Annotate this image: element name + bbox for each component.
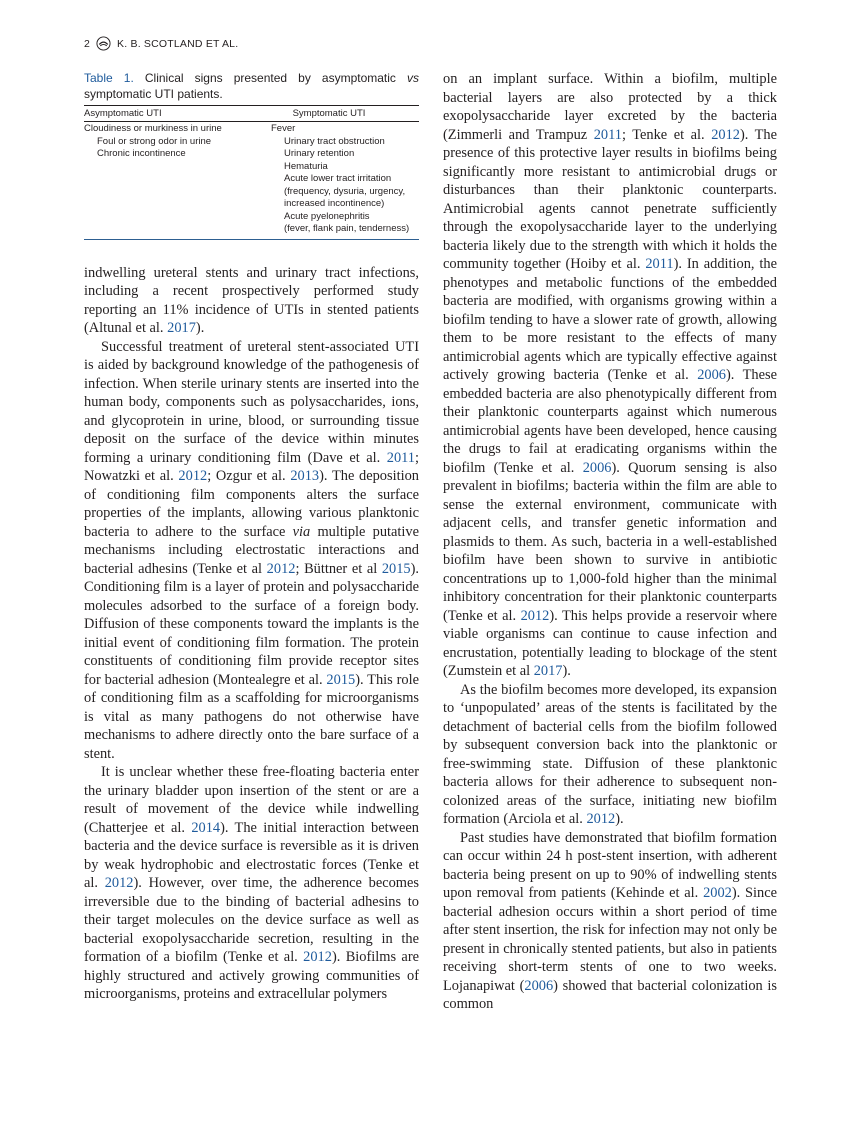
citation-link[interactable]: 2012 — [586, 811, 616, 827]
citation-link[interactable]: 2014 — [191, 819, 221, 836]
citation-link[interactable]: 2012 — [711, 126, 740, 143]
table-cell: Urinary tract obstruction — [284, 135, 385, 147]
citation-link[interactable]: 2011 — [593, 126, 622, 143]
table-header-row — [84, 106, 419, 121]
paragraph: on an implant surface. Within a biofilm, multiple bacterial layers are also protected by a thick exopolysaccharide layer excreted by the bacteria (Zimmerli and Trampuz 2011; Tenke et al. 2012). The presence of this protective layer results in biofilms being significantly more resistant to antimicrobial drugs or disturbances than their planktonic counterparts. Antimicrobial agents cannot penetrate sufficiently through the exopolysaccharide layer to the underlying bacteria likely due to the strength with which it holds the community together (Hoiby et al. 2011). In addition, the phenotypes and metabolic functions of the embedded bacteria are modified, with organisms growing within a biofilm tending to have a slower rate of growth, allowing them to be more resistant to the effects of many antimicrobial agents which are typically effective against actively growing bacteria (Tenke et al. 2006). These embedded bacteria are also phenotypically different from their planktonic counterparts against which numerous antimicrobial agents have been developed, hence causing the drugs to fail at eradicating organisms within the biofilm (Tenke et al. 2006). Quorum sensing is also prevalent in biofilms; bacteria within the film are able to sense the external environment, communicate with adjacent cells, and transfer genetic information and plasmids to them. As such, bacteria in a well-established biofilm have been shown to survive in antibiotic concentrations up to 1,000-fold higher than the minimal inhibitory concentration for their planktonic counterparts (Tenke et al. 2012). This helps provide a reservoir where viable organisms can continue to cause infection and encrustation, potentially leading to blockage of the stent (Zumstein et al 2017). — [443, 71, 778, 679]
table-cell: Foul or strong odor in urine — [97, 135, 212, 147]
table-cell: Acute pyelonephritis — [284, 210, 370, 222]
paragraph: indwelling ureteral stents and urinary tract infections, including a recent prospectively performed study reporting an 11% incidence of UTIs in stented patients (Altunal et al. 2017). — [84, 264, 419, 336]
running-head — [84, 36, 238, 51]
running-head-authors: K. B. SCOTLAND ET AL. — [117, 37, 239, 50]
paragraph: As the biofilm becomes more developed, its expansion to ‘unpopulated’ areas of the stents is facilitated by the detachment of bacterial cells from the biofilm followed by subsequent conversion back into the planktonic or free-swimming state. Diffusion of these planktonic bacteria allows for their adherence to subsequent non-colonized areas of the surface, initiating new biofilm formation (Arciola et al. 2012). — [443, 681, 777, 827]
table-cell: (fever, flank pain, tenderness) — [284, 223, 410, 234]
table-label: Table 1. — [84, 71, 134, 85]
table-cell: Cloudiness or murkiness in urine — [84, 123, 222, 134]
table-header-asymptomatic: Asymptomatic UTI — [84, 108, 162, 119]
citation-link[interactable]: 2012 — [178, 468, 208, 484]
paragraph: Past studies have demonstrated that biofilm formation can occur within 24 h post-stent insertion, with adherent bacteria being present on up to 90% of indwelling stents upon removal from patients (Kehinde et al. 2002). Since bacterial adhesion occurs within a short period of time after stent insertion, the risk for infection may not only be present in chronically stented patients, but also in patients receiving short-term stents of one to two weeks. Lojanapiwat (2006) showed that bacterial colonization is common — [443, 829, 777, 1012]
left-column — [84, 70, 419, 1004]
citation-link[interactable]: 2011 — [386, 449, 415, 466]
table-1 — [84, 70, 419, 240]
paragraph: Successful treatment of ureteral stent-associated UTI is aided by background knowledge of the pathogenesis of infection. When sterile urinary stents are inserted into the human body, components such as polysaccharides, ions, and glycoprotein in urine, blood, or surrounding tissue deposit on the surface of the device within minutes forming a urinary conditioning film (Dave et al. 2011; Nowatzki et al. 2012; Ozgur et al. 2013). The deposition of conditioning film components alters the surface properties of the implants, allowing various planktonic bacteria to adhere to the surface via multiple putative mechanisms including electrostatic interactions and bacterial adhesins (Tenke et al 2012; Büttner et al 2015). Conditioning film is a layer of protein and polysaccharide molecules adsorbed to the surface of a foreign body. Diffusion of these components toward the implants is the initial event of conditioning film formation. The protein constituents of conditioning film provide receptor sites for bacterial adhesion (Montealegre et al. 2015). This role of conditioning film as a scaffolding for microorganisms is vital as many pathogens do not otherwise have mechanisms to adhere directly onto the bare surface of a stent. — [84, 338, 420, 762]
publisher-logo-icon — [96, 36, 111, 51]
symptomatic-column — [271, 123, 419, 236]
table-cell: Hematuria — [284, 160, 328, 172]
table-cell: Acute lower tract irritation — [284, 173, 392, 184]
citation-link[interactable]: 2006 — [582, 459, 612, 476]
table-cell: Fever — [271, 123, 296, 134]
citation-link[interactable]: 2017 — [533, 663, 563, 679]
citation-link[interactable]: 2012 — [303, 949, 332, 965]
citation-link[interactable]: 2006 — [524, 977, 554, 994]
citation-link[interactable]: 2017 — [167, 320, 196, 336]
right-column — [443, 70, 777, 1014]
citation-link[interactable]: 2012 — [266, 560, 296, 577]
page-number: 2 — [84, 37, 91, 50]
paragraph: It is unclear whether these free-floating bacteria enter the urinary bladder upon insertion of the stent or are a result of movement of the device while indwelling (Chatterjee et al. 2014). The initial interaction between bacteria and the device surface is reversible as it is driven by weak hydrophobic and electrostatic forces (Tenke et al. 2012). However, over time, the adherence becomes irreversible due to the binding of bacterial adhesins to their target molecules on the device surface as well as bacterial exopolysaccharide secretion, resulting in the formation of a biofilm (Tenke et al. 2012). Biofilms are highly structured and actively growing communities of microorganisms, proteins and extracellular polymers — [84, 764, 419, 1002]
citation-link[interactable]: 2006 — [697, 367, 726, 383]
citation-link[interactable]: 2015 — [381, 560, 411, 577]
table-header-symptomatic: Symptomatic UTI — [292, 108, 366, 119]
table-caption: Table 1. Clinical signs presented by asymptomatic vs symptomatic UTI patients. — [84, 71, 420, 101]
asymptomatic-column — [84, 123, 271, 236]
citation-link[interactable]: 2015 — [326, 671, 356, 688]
citation-link[interactable]: 2012 — [520, 607, 550, 624]
citation-link[interactable]: 2012 — [104, 875, 134, 891]
citation-link[interactable]: 2011 — [645, 256, 674, 272]
table-cell: Urinary retention — [284, 148, 355, 159]
citation-link[interactable]: 2002 — [703, 885, 732, 901]
citation-link[interactable]: 2013 — [290, 468, 320, 484]
table-cell: (frequency, dysuria, urgency, — [284, 185, 406, 197]
table-cell: Chronic incontinence — [97, 148, 186, 159]
table-cell: increased incontinence) — [284, 198, 385, 209]
table-body — [84, 122, 419, 237]
